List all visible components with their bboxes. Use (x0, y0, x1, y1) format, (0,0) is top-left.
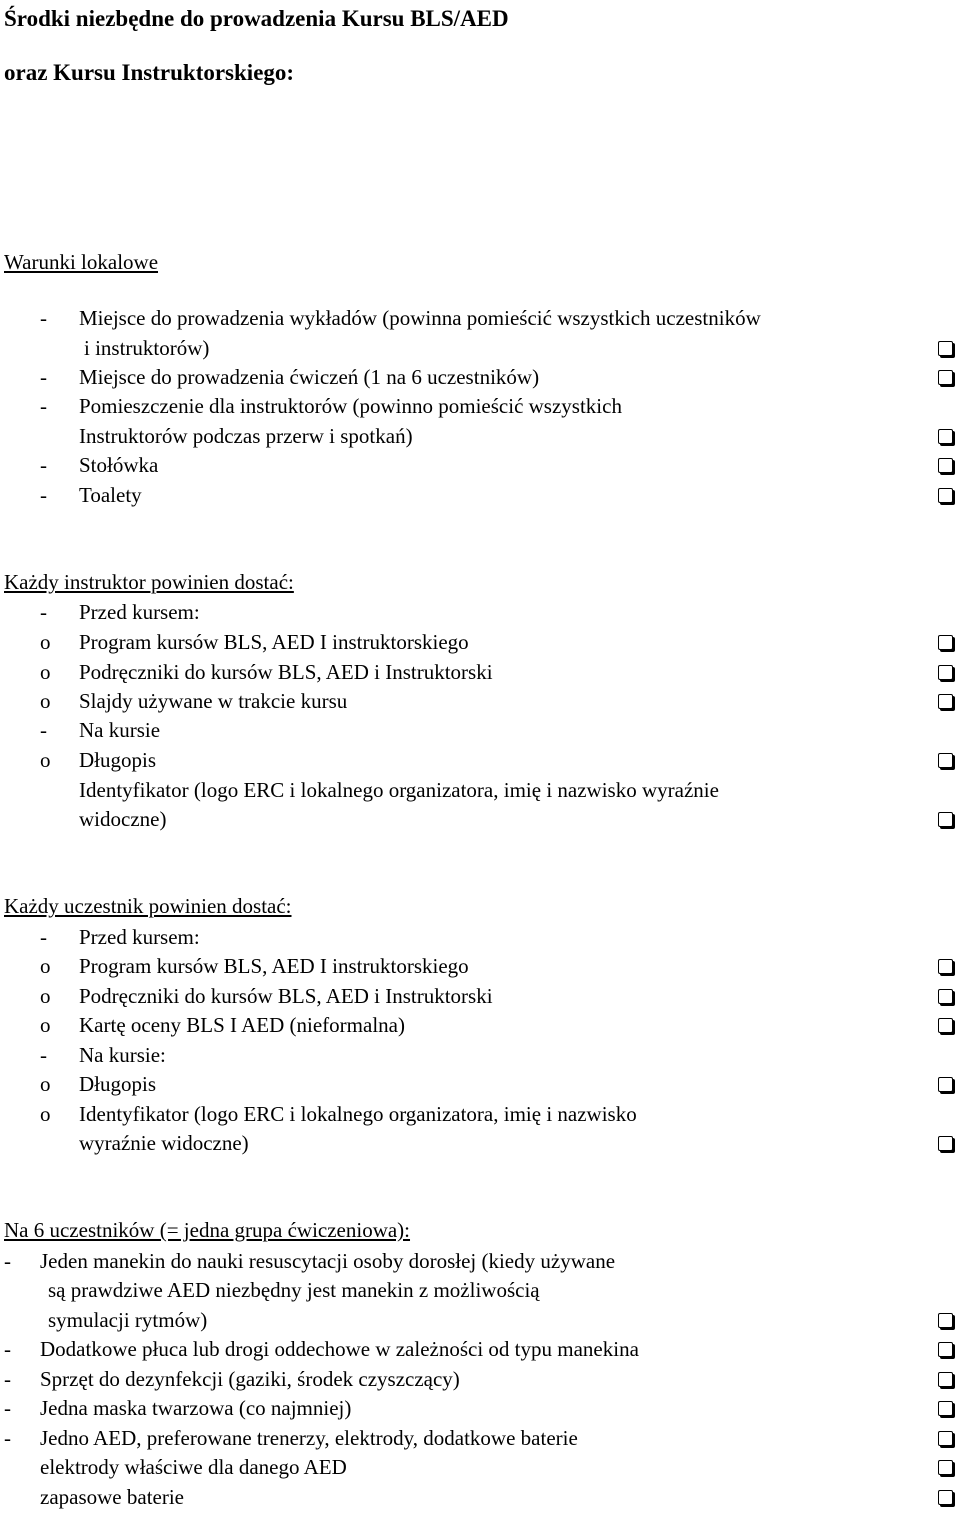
list-item: Kartę oceny BLS I AED (nieformalna) (79, 1013, 405, 1037)
list-item: Przed kursem: (79, 925, 200, 949)
bullet-marker: o (40, 984, 51, 1008)
list-item: Jedna maska twarzowa (co najmniej) (40, 1396, 352, 1420)
dash-marker: - (40, 394, 47, 418)
checkbox-icon (938, 959, 953, 974)
list-item: Długopis (79, 1072, 157, 1096)
checkbox-icon (938, 1018, 953, 1033)
list-item: zapasowe baterie (40, 1485, 184, 1509)
list-item: elektrody właściwe dla danego AED (40, 1455, 347, 1479)
list-item: są prawdziwe AED niezbędny jest manekin z możliwością (48, 1278, 540, 1302)
dash-marker: - (4, 1249, 11, 1273)
checkbox-icon (938, 1136, 953, 1151)
list-item: Program kursów BLS, AED I instruktorskiego (79, 954, 469, 978)
bullet-marker: o (40, 1072, 51, 1096)
checkbox-icon (938, 812, 953, 827)
list-item: Slajdy używane w trakcie kursu (79, 689, 348, 713)
dash-marker: - (40, 483, 47, 507)
section-heading-participant: Każdy uczestnik powinien dostać: (4, 894, 292, 918)
list-item: Miejsce do prowadzenia ćwiczeń (1 na 6 uczestników) (79, 365, 540, 389)
checkbox-icon (938, 1313, 953, 1328)
list-item: Podręczniki do kursów BLS, AED i Instruktorski (79, 984, 493, 1008)
section-heading-group: Na 6 uczestników (= jedna grupa ćwiczeniowa): (4, 1218, 411, 1242)
bullet-marker: o (40, 1013, 51, 1037)
document-title-line-2: oraz Kursu Instruktorskiego: (4, 60, 295, 85)
checkbox-icon (938, 341, 953, 356)
list-item: Stołówka (79, 453, 159, 477)
checkbox-icon (938, 488, 953, 503)
list-item: symulacji rytmów) (48, 1308, 208, 1332)
document-title-line-1: Środki niezbędne do prowadzenia Kursu BLS/AED (4, 6, 509, 31)
list-item: Na kursie (79, 718, 161, 742)
list-item: widoczne) (79, 807, 167, 831)
checkbox-icon (938, 1372, 953, 1387)
checkbox-icon (938, 1077, 953, 1092)
dash-marker: - (40, 925, 47, 949)
list-item: Sprzęt do dezynfekcji (gaziki, środek czyszczący) (40, 1367, 460, 1391)
checkbox-icon (938, 458, 953, 473)
checkbox-icon (938, 370, 953, 385)
checkbox-icon (938, 429, 953, 444)
dash-marker: - (4, 1426, 11, 1450)
checkbox-icon (938, 1342, 953, 1357)
dash-marker: - (40, 1043, 47, 1067)
checkbox-icon (938, 1401, 953, 1416)
list-item: Pomieszczenie dla instruktorów (powinno pomieścić wszystkich (79, 394, 622, 418)
bullet-marker: o (40, 748, 51, 772)
list-item: Identyfikator (logo ERC i lokalnego organizatora, imię i nazwisko wyraźnie (79, 778, 719, 802)
section-heading-instructor: Każdy instruktor powinien dostać: (4, 570, 294, 594)
list-item: Program kursów BLS, AED I instruktorskiego (79, 630, 469, 654)
list-item: wyraźnie widoczne) (79, 1131, 249, 1155)
dash-marker: - (40, 453, 47, 477)
dash-marker: - (4, 1396, 11, 1420)
dash-marker: - (40, 718, 47, 742)
checkbox-icon (938, 635, 953, 650)
list-item: Instruktorów podczas przerw i spotkań) (79, 424, 413, 448)
bullet-marker: o (40, 954, 51, 978)
checkbox-icon (938, 989, 953, 1004)
checkbox-icon (938, 1460, 953, 1475)
dash-marker: - (40, 306, 47, 330)
list-item: Dodatkowe płuca lub drogi oddechowe w zależności od typu manekina (40, 1337, 639, 1361)
dash-marker: - (40, 365, 47, 389)
checkbox-icon (938, 1431, 953, 1446)
list-item: i instruktorów) (84, 336, 210, 360)
list-item: Jedno AED, preferowane trenerzy, elektrody, dodatkowe baterie (40, 1426, 578, 1450)
bullet-marker: o (40, 1102, 51, 1126)
section-heading-local: Warunki lokalowe (4, 250, 159, 274)
list-item: Miejsce do prowadzenia wykładów (powinna pomieścić wszystkich uczestników (79, 306, 761, 330)
list-item: Toalety (79, 483, 142, 507)
bullet-marker: o (40, 689, 51, 713)
checkbox-icon (938, 665, 953, 680)
checkbox-icon (938, 694, 953, 709)
list-item: Długopis (79, 748, 157, 772)
checkbox-icon (938, 1490, 953, 1505)
list-item: Jeden manekin do nauki resuscytacji osoby dorosłej (kiedy używane (40, 1249, 616, 1273)
bullet-marker: o (40, 660, 51, 684)
dash-marker: - (40, 600, 47, 624)
dash-marker: - (4, 1337, 11, 1361)
bullet-marker: o (40, 630, 51, 654)
list-item: Identyfikator (logo ERC i lokalnego organizatora, imię i nazwisko (79, 1102, 637, 1126)
list-item: Podręczniki do kursów BLS, AED i Instruktorski (79, 660, 493, 684)
dash-marker: - (4, 1367, 11, 1391)
list-item: Przed kursem: (79, 600, 200, 624)
list-item: Na kursie: (79, 1043, 166, 1067)
checkbox-icon (938, 753, 953, 768)
